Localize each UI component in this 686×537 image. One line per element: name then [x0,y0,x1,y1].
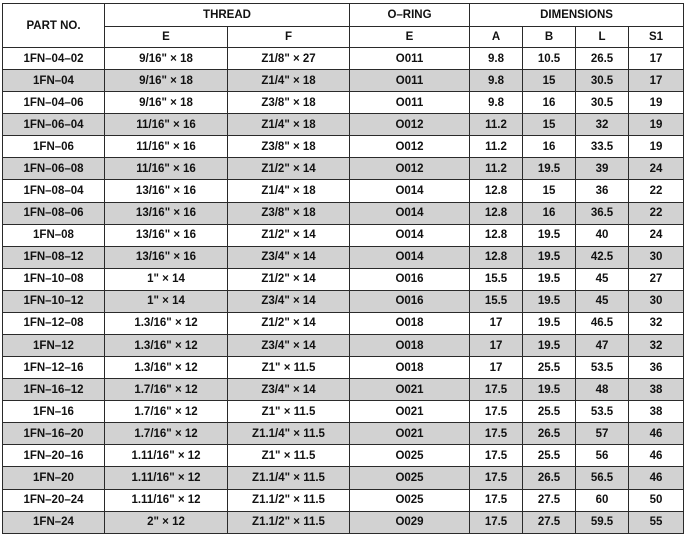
thread-f-cell: Z3/4" × 14 [228,379,350,401]
thread-f-cell: Z1/4" × 18 [228,70,350,92]
part-no-cell: 1FN–08 [3,224,105,246]
dim-b-cell: 25.5 [523,401,576,423]
part-no-cell: 1FN–08–12 [3,246,105,268]
dim-a-cell: 17.5 [470,401,523,423]
oring-cell: O012 [350,136,470,158]
dim-l-cell: 60 [576,489,629,511]
dim-a-cell: 17.5 [470,445,523,467]
thread-e-cell: 11/16" × 16 [105,114,228,136]
table-row [3,202,684,224]
dim-s1-cell: 17 [629,48,684,70]
thread-e-cell: 1.7/16" × 12 [105,423,228,445]
dim-b-cell: 16 [523,136,576,158]
thread-e-cell: 1.3/16" × 12 [105,357,228,379]
thread-f-cell: Z1" × 11.5 [228,445,350,467]
part-no-cell: 1FN–10–12 [3,290,105,312]
part-no-cell: 1FN–08–06 [3,202,105,224]
thread-f-cell: Z1/8" × 27 [228,48,350,70]
subheader-oring-e: E [350,27,470,48]
thread-e-cell: 1.7/16" × 12 [105,401,228,423]
thread-e-cell: 2" × 12 [105,511,228,533]
dim-l-cell: 48 [576,379,629,401]
thread-e-cell: 9/16" × 18 [105,70,228,92]
part-no-cell: 1FN–20 [3,467,105,489]
oring-cell: O011 [350,70,470,92]
oring-cell: O014 [350,202,470,224]
thread-e-cell: 9/16" × 18 [105,48,228,70]
dim-l-cell: 56 [576,445,629,467]
dim-l-cell: 46.5 [576,312,629,334]
table-row [3,312,684,334]
table-row [3,290,684,312]
table-row [3,423,684,445]
part-no-cell: 1FN–12 [3,335,105,357]
dim-b-cell: 15 [523,70,576,92]
table-row [3,180,684,202]
dim-l-cell: 32 [576,114,629,136]
dim-b-cell: 26.5 [523,467,576,489]
dim-b-cell: 19.5 [523,312,576,334]
dim-s1-cell: 38 [629,401,684,423]
oring-cell: O018 [350,357,470,379]
part-no-cell: 1FN–20–24 [3,489,105,511]
oring-cell: O014 [350,180,470,202]
thread-e-cell: 11/16" × 16 [105,136,228,158]
dim-s1-cell: 17 [629,70,684,92]
dim-l-cell: 45 [576,268,629,290]
dim-s1-cell: 19 [629,114,684,136]
thread-e-cell: 1.3/16" × 12 [105,312,228,334]
table-row [3,335,684,357]
dim-s1-cell: 46 [629,445,684,467]
dim-l-cell: 36.5 [576,202,629,224]
thread-e-cell: 1" × 14 [105,268,228,290]
oring-cell: O025 [350,489,470,511]
dim-b-cell: 25.5 [523,445,576,467]
table-row [3,246,684,268]
dim-l-cell: 53.5 [576,401,629,423]
thread-f-cell: Z1" × 11.5 [228,401,350,423]
part-no-cell: 1FN–06–04 [3,114,105,136]
thread-e-cell: 1.3/16" × 12 [105,335,228,357]
dim-l-cell: 26.5 [576,48,629,70]
dim-b-cell: 16 [523,92,576,114]
oring-cell: O018 [350,312,470,334]
part-no-cell: 1FN–12–08 [3,312,105,334]
thread-f-cell: Z3/4" × 14 [228,246,350,268]
dim-s1-cell: 55 [629,511,684,533]
thread-e-cell: 1.11/16" × 12 [105,445,228,467]
dim-b-cell: 19.5 [523,268,576,290]
dim-a-cell: 17 [470,312,523,334]
dim-a-cell: 11.2 [470,136,523,158]
dim-s1-cell: 36 [629,357,684,379]
thread-f-cell: Z1.1/2" × 11.5 [228,511,350,533]
thread-e-cell: 11/16" × 16 [105,158,228,180]
thread-f-cell: Z1/4" × 18 [228,180,350,202]
part-no-cell: 1FN–20–16 [3,445,105,467]
thread-e-cell: 1.11/16" × 12 [105,489,228,511]
thread-f-cell: Z3/4" × 14 [228,290,350,312]
thread-f-cell: Z1.1/4" × 11.5 [228,423,350,445]
dim-s1-cell: 27 [629,268,684,290]
dim-b-cell: 27.5 [523,511,576,533]
dim-s1-cell: 30 [629,290,684,312]
thread-e-cell: 9/16" × 18 [105,92,228,114]
dim-l-cell: 40 [576,224,629,246]
table-row [3,92,684,114]
table-row [3,268,684,290]
dim-s1-cell: 32 [629,312,684,334]
oring-cell: O012 [350,158,470,180]
oring-cell: O014 [350,224,470,246]
dim-a-cell: 15.5 [470,268,523,290]
dim-l-cell: 42.5 [576,246,629,268]
thread-f-cell: Z3/8" × 18 [228,92,350,114]
subheader-dim-a: A [470,27,523,48]
dim-s1-cell: 19 [629,92,684,114]
dim-b-cell: 27.5 [523,489,576,511]
part-no-cell: 1FN–06 [3,136,105,158]
part-no-cell: 1FN–16 [3,401,105,423]
dim-a-cell: 17 [470,357,523,379]
dim-l-cell: 59.5 [576,511,629,533]
table-row [3,224,684,246]
oring-cell: O021 [350,379,470,401]
dim-l-cell: 57 [576,423,629,445]
part-no-cell: 1FN–06–08 [3,158,105,180]
oring-cell: O029 [350,511,470,533]
dim-l-cell: 53.5 [576,357,629,379]
header-part-no: PART NO. [3,4,105,48]
dim-b-cell: 26.5 [523,423,576,445]
table-row [3,401,684,423]
dim-b-cell: 16 [523,202,576,224]
thread-e-cell: 1.7/16" × 12 [105,379,228,401]
subheader-dim-s1: S1 [629,27,684,48]
dim-b-cell: 19.5 [523,379,576,401]
thread-f-cell: Z3/8" × 18 [228,136,350,158]
dim-s1-cell: 46 [629,423,684,445]
dim-a-cell: 9.8 [470,70,523,92]
table-row [3,445,684,467]
table-row [3,158,684,180]
dim-b-cell: 19.5 [523,290,576,312]
part-no-cell: 1FN–12–16 [3,357,105,379]
header-thread: THREAD [105,4,350,27]
thread-f-cell: Z1/4" × 18 [228,114,350,136]
table-row [3,357,684,379]
part-no-cell: 1FN–04–06 [3,92,105,114]
table-row [3,136,684,158]
dim-l-cell: 36 [576,180,629,202]
dim-s1-cell: 32 [629,335,684,357]
thread-f-cell: Z1" × 11.5 [228,357,350,379]
dim-a-cell: 12.8 [470,202,523,224]
dim-a-cell: 17.5 [470,423,523,445]
thread-f-cell: Z3/8" × 18 [228,202,350,224]
subheader-thread-f: F [228,27,350,48]
thread-f-cell: Z1.1/4" × 11.5 [228,467,350,489]
dim-b-cell: 15 [523,114,576,136]
dim-a-cell: 17 [470,335,523,357]
dim-l-cell: 33.5 [576,136,629,158]
dim-a-cell: 17.5 [470,511,523,533]
header-oring: O–RING [350,4,470,27]
dim-a-cell: 12.8 [470,224,523,246]
dim-a-cell: 11.2 [470,158,523,180]
dim-b-cell: 19.5 [523,158,576,180]
thread-f-cell: Z1/2" × 14 [228,224,350,246]
oring-cell: O018 [350,335,470,357]
dim-a-cell: 17.5 [470,489,523,511]
dim-s1-cell: 30 [629,246,684,268]
table-body [3,48,684,534]
dim-b-cell: 25.5 [523,357,576,379]
table-row [3,489,684,511]
oring-cell: O014 [350,246,470,268]
dim-s1-cell: 19 [629,136,684,158]
dim-l-cell: 39 [576,158,629,180]
table-header [3,4,684,48]
subheader-thread-e: E [105,27,228,48]
dim-s1-cell: 50 [629,489,684,511]
table-row [3,511,684,533]
dim-a-cell: 17.5 [470,379,523,401]
dim-a-cell: 12.8 [470,180,523,202]
table-row [3,48,684,70]
thread-e-cell: 13/16" × 16 [105,180,228,202]
thread-f-cell: Z1/2" × 14 [228,268,350,290]
dim-l-cell: 47 [576,335,629,357]
dim-b-cell: 15 [523,180,576,202]
oring-cell: O021 [350,401,470,423]
oring-cell: O016 [350,290,470,312]
thread-f-cell: Z3/4" × 14 [228,335,350,357]
dim-s1-cell: 24 [629,158,684,180]
thread-f-cell: Z1/2" × 14 [228,312,350,334]
dim-b-cell: 19.5 [523,335,576,357]
dim-a-cell: 11.2 [470,114,523,136]
thread-e-cell: 1.11/16" × 12 [105,467,228,489]
table-row [3,114,684,136]
table-row [3,70,684,92]
part-no-cell: 1FN–10–08 [3,268,105,290]
oring-cell: O021 [350,423,470,445]
thread-e-cell: 13/16" × 16 [105,202,228,224]
header-dimensions: DIMENSIONS [470,4,684,27]
dim-s1-cell: 24 [629,224,684,246]
thread-f-cell: Z1.1/2" × 11.5 [228,489,350,511]
dim-b-cell: 19.5 [523,224,576,246]
oring-cell: O025 [350,445,470,467]
thread-e-cell: 13/16" × 16 [105,246,228,268]
dim-l-cell: 30.5 [576,70,629,92]
part-no-cell: 1FN–08–04 [3,180,105,202]
part-no-cell: 1FN–24 [3,511,105,533]
oring-cell: O012 [350,114,470,136]
dim-b-cell: 19.5 [523,246,576,268]
dim-l-cell: 56.5 [576,467,629,489]
table-row [3,467,684,489]
oring-cell: O016 [350,268,470,290]
dim-s1-cell: 46 [629,467,684,489]
dim-a-cell: 9.8 [470,48,523,70]
thread-f-cell: Z1/2" × 14 [228,158,350,180]
subheader-dim-b: B [523,27,576,48]
part-no-cell: 1FN–04 [3,70,105,92]
dim-b-cell: 10.5 [523,48,576,70]
part-no-cell: 1FN–04–02 [3,48,105,70]
thread-e-cell: 1" × 14 [105,290,228,312]
thread-e-cell: 13/16" × 16 [105,224,228,246]
dim-a-cell: 15.5 [470,290,523,312]
oring-cell: O011 [350,92,470,114]
dim-l-cell: 45 [576,290,629,312]
oring-cell: O025 [350,467,470,489]
dim-a-cell: 9.8 [470,92,523,114]
part-dimensions-table [2,3,684,534]
dim-a-cell: 17.5 [470,467,523,489]
dim-l-cell: 30.5 [576,92,629,114]
part-no-cell: 1FN–16–20 [3,423,105,445]
dim-a-cell: 12.8 [470,246,523,268]
dim-s1-cell: 22 [629,180,684,202]
oring-cell: O011 [350,48,470,70]
subheader-dim-l: L [576,27,629,48]
dim-s1-cell: 22 [629,202,684,224]
dim-s1-cell: 38 [629,379,684,401]
table-row [3,379,684,401]
part-no-cell: 1FN–16–12 [3,379,105,401]
